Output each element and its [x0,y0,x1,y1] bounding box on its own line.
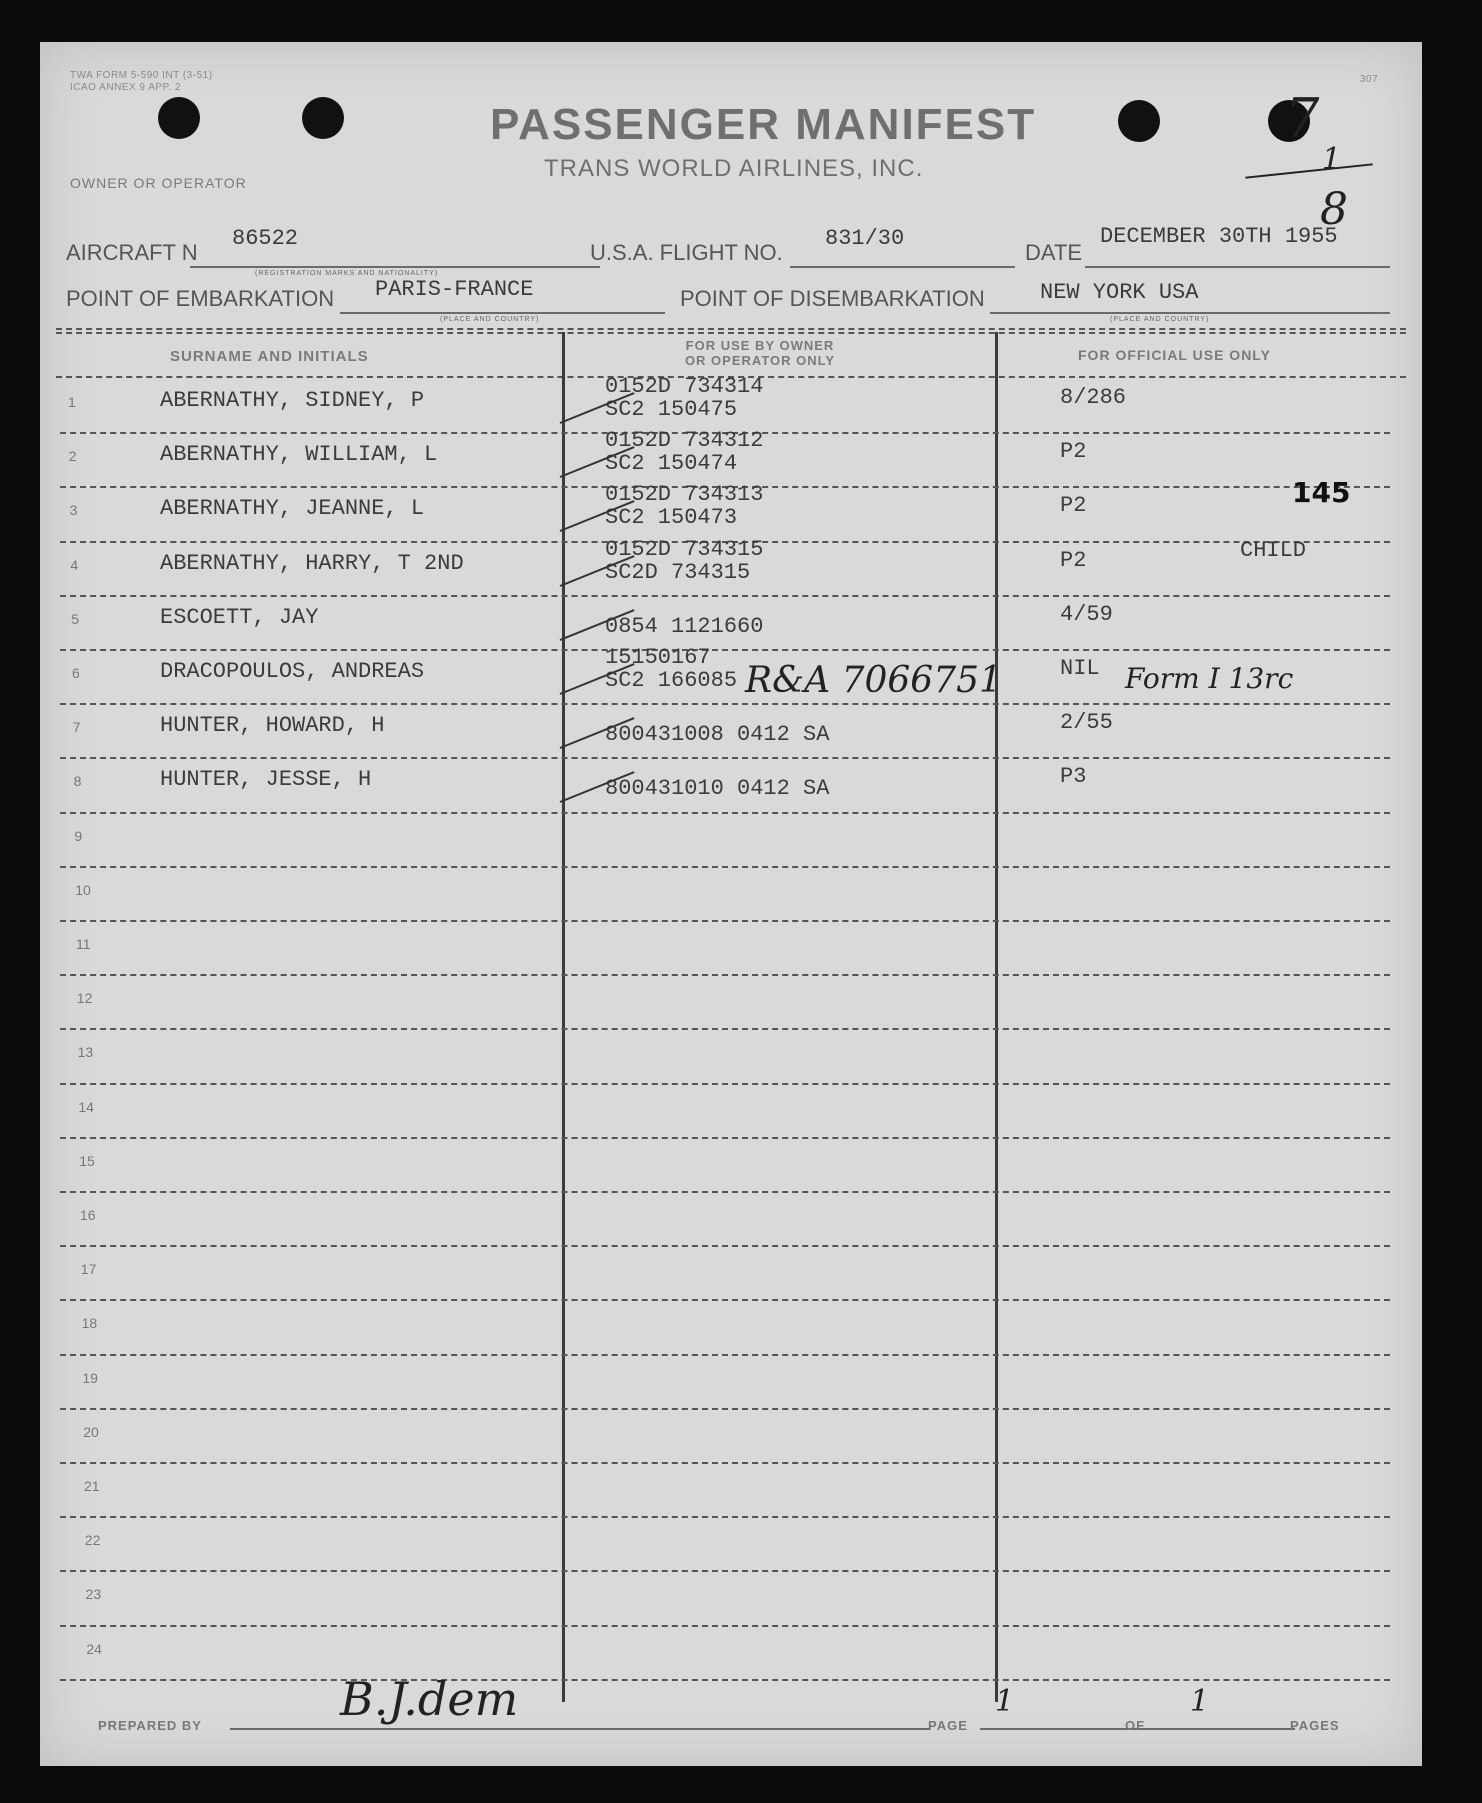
official-note: 145 [1292,476,1351,510]
table-row [40,597,1422,651]
disembarkation-value: NEW YORK USA [1040,280,1199,305]
official-use-value: 4/59 [1060,601,1113,627]
row-number: 5 [71,610,79,627]
row-number: 14 [78,1098,94,1115]
table-row [40,476,1422,542]
table-row [40,1301,1422,1355]
table-row [40,1572,1422,1626]
row-number: 22 [84,1532,101,1549]
row-number: 21 [84,1478,100,1494]
page-label: PAGE [928,1718,968,1733]
disembarkation-note: (PLACE AND COUNTRY) [1110,316,1210,323]
owner-use-line1: 0152D 734315 [605,536,764,562]
row-number: 4 [70,556,79,573]
official-use-value: NIL [1060,656,1100,681]
table-row [40,1518,1422,1572]
corner-mark-bottom: 8 [1320,184,1348,235]
embarkation-underline [340,312,665,314]
aircraft-note: (REGISTRATION MARKS AND NATIONALITY) [255,270,439,277]
punch-hole-left-2 [302,97,344,139]
prepared-by-line [230,1728,930,1730]
table-row [40,814,1422,868]
prepared-by-signature: B.J.dem [340,1672,519,1726]
owner-use-line1: 0152D 734314 [605,374,764,399]
owner-use-line2: 800431010 0412 SA [605,776,830,802]
table-row [40,1464,1422,1518]
passenger-name: ABERNATHY, WILLIAM, L [160,442,438,468]
row-number: 24 [86,1640,102,1657]
row-number: 7 [72,719,81,736]
table-row [40,1085,1422,1139]
passenger-name: ESCOETT, JAY [160,604,319,630]
row-number: 3 [69,502,78,519]
row-number: 6 [72,665,80,681]
corner-fraction-line [1245,163,1373,178]
table-row [40,868,1422,922]
punch-hole-right-1 [1118,100,1160,142]
owner-use-line2: SC2 150473 [605,505,738,531]
passenger-name: ABERNATHY, HARRY, T 2ND [160,550,464,576]
table-row [40,1139,1422,1193]
col-header-name: SURNAME AND INITIALS [170,348,369,365]
embarkation-value: PARIS-FRANCE [375,277,534,302]
owner-use-line2: 0854 1121660 [605,613,764,639]
row-number: 12 [76,990,93,1007]
col-header-owner [560,338,960,368]
table-row [40,374,1422,434]
passenger-name: ABERNATHY, SIDNEY, P [160,388,425,413]
row-number: 9 [74,827,83,844]
punch-hole-left-1 [158,97,200,139]
flight-value: 831/30 [825,226,905,251]
passenger-name: HUNTER, HOWARD, H [160,713,385,739]
embarkation-note: (PLACE AND COUNTRY) [440,316,540,323]
owner-use-line1: 0152D 734312 [605,428,764,454]
row-number: 8 [73,773,82,790]
date-value: DECEMBER 30TH 1955 [1100,224,1338,249]
row6-handwritten-owner-note: R&A 7066751 [745,660,1002,701]
passenger-name: ABERNATHY, JEANNE, L [160,496,425,522]
official-note: CHILD [1240,537,1307,563]
owner-use-line2: 800431008 0412 SA [605,722,830,748]
col-header-owner-line1: FOR USE BY OWNER [685,338,835,353]
row-rule [60,1679,1390,1681]
row-number: 2 [68,448,77,465]
owner-use-line2: SC2 166085 [605,668,738,693]
row-number: 1 [68,394,76,410]
of-label: OF [1125,1718,1146,1733]
table-row [40,759,1422,813]
manifest-sheet [40,42,1422,1766]
row6-handwritten-official-note: Form I 13rc [1125,662,1294,695]
disembarkation-label: POINT OF DISEMBARKATION [680,286,985,311]
pages-label: PAGES [1290,1718,1340,1733]
owner-use-line2: SC2D 734315 [605,559,751,585]
table-row [40,1247,1422,1301]
date-underline [1085,266,1390,268]
row-number: 11 [76,936,91,952]
row-number: 17 [80,1261,97,1278]
row-number: 20 [83,1423,99,1440]
passenger-name: DRACOPOULOS, ANDREAS [160,659,425,684]
aircraft-value: 86522 [232,226,299,251]
owner-use-line1: 15150167 [605,645,711,670]
corner-mark-mid: 1 [1322,142,1342,177]
official-use-value: 2/55 [1060,710,1113,736]
date-label: DATE [1025,240,1083,265]
owner-use-line1: 0152D 734313 [605,482,764,508]
form-subtitle: TRANS WORLD AIRLINES, INC. [544,155,924,182]
table-row [40,428,1422,488]
form-code-line2: ICAO ANNEX 9 APP. 2 [70,82,182,93]
table-row [40,1030,1422,1084]
table-row [40,1193,1422,1247]
official-use-value: 8/286 [1060,385,1127,410]
owner-use-line2: SC2 150475 [605,397,738,422]
table-top-line-2 [56,332,1406,334]
table-row [40,536,1422,597]
table-top-line [56,328,1406,330]
owner-operator-label: OWNER OR OPERATOR [70,175,247,191]
row-number: 19 [82,1369,98,1386]
disembarkation-underline [990,312,1390,314]
aircraft-underline [190,266,600,268]
passenger-name: HUNTER, JESSE, H [160,767,372,793]
table-row [40,976,1422,1030]
flight-underline [790,266,1015,268]
form-title: PASSENGER MANIFEST [490,100,1037,149]
table-row [40,705,1422,759]
form-code-line1: TWA FORM 5-590 INT (3-51) [70,70,213,81]
flight-label: U.S.A. FLIGHT NO. [590,240,783,265]
table-row [40,1627,1422,1681]
row-number: 15 [79,1152,95,1169]
official-use-value: P2 [1060,439,1087,465]
official-use-value: P2 [1060,547,1087,573]
row-number: 18 [81,1315,98,1332]
col-header-official: FOR OFFICIAL USE ONLY [1078,347,1271,363]
row-number: 23 [85,1586,102,1603]
row-number: 16 [80,1207,96,1223]
official-use-value: P3 [1060,764,1087,790]
prepared-by-label: PREPARED BY [98,1718,202,1733]
page-value: 1 [995,1684,1015,1719]
of-line [1155,1728,1295,1730]
aircraft-label: AIRCRAFT N [66,240,198,265]
row-number: 10 [75,881,91,898]
of-value: 1 [1190,1684,1210,1719]
owner-use-line2: SC2 150474 [605,451,738,477]
row-number: 13 [77,1044,94,1061]
col-header-owner-line2: OR OPERATOR ONLY [684,353,836,368]
page-code: 307 [1360,74,1379,85]
table-row [40,1356,1422,1410]
form-code [70,70,213,94]
corner-mark-top: 7 [1285,87,1320,150]
table-row [40,922,1422,976]
embarkation-label: POINT OF EMBARKATION [66,286,335,311]
table-row [40,1410,1422,1464]
official-use-value: P2 [1060,493,1087,519]
